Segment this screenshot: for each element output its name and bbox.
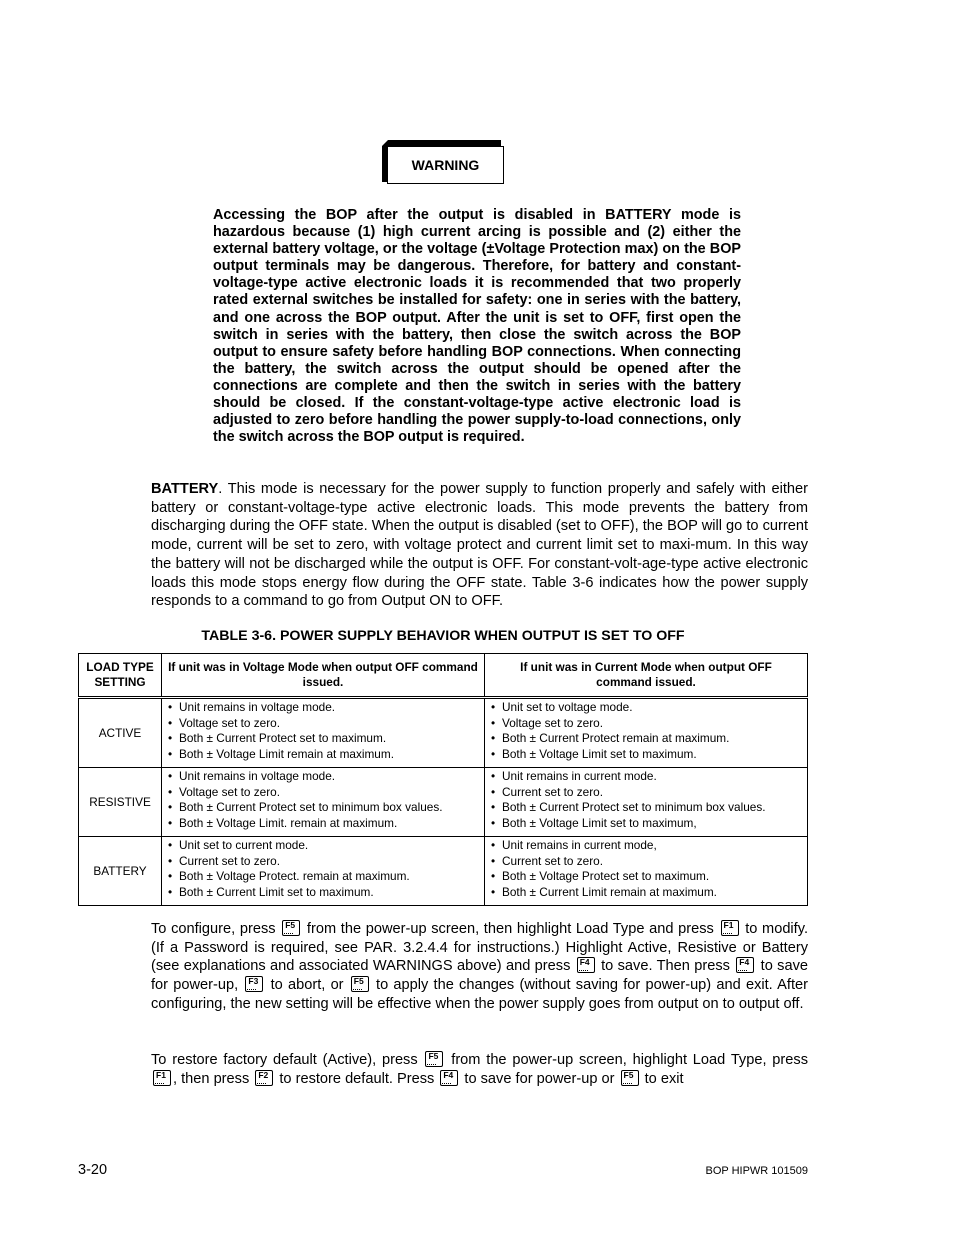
f5-key-icon bbox=[351, 976, 369, 992]
configure-text: to save for power-up, bbox=[151, 958, 809, 994]
list-item: • Voltage set to zero. bbox=[168, 716, 478, 732]
voltage-mode-cell bbox=[162, 698, 485, 768]
header-current-mode: If unit was in Current Mode when output OFF command issued. bbox=[485, 654, 808, 698]
list-item: • Current set to zero. bbox=[491, 854, 801, 870]
current-mode-cell bbox=[485, 698, 808, 768]
configure-text: to abort, or bbox=[265, 977, 349, 994]
restore-text: to save for power-up or bbox=[460, 1070, 619, 1087]
restore-text: To restore factory default (Active), press bbox=[151, 1052, 424, 1068]
list-item: • Both ± Voltage Protect set to maximum. bbox=[491, 869, 801, 885]
voltage-mode-cell bbox=[162, 837, 485, 906]
key-label: F3 bbox=[248, 976, 259, 987]
f4-key-icon bbox=[577, 957, 595, 973]
configure-paragraph bbox=[151, 920, 808, 1014]
battery-paragraph bbox=[151, 480, 808, 611]
list-item: • Both ± Current Protect set to maximum. bbox=[168, 731, 478, 747]
restore-paragraph bbox=[151, 1051, 808, 1088]
restore-text: to exit bbox=[640, 1070, 684, 1087]
table-header-row bbox=[79, 654, 808, 698]
key-label: F2 bbox=[258, 1069, 269, 1080]
list-item: • Both ± Current Limit set to maximum. bbox=[168, 885, 478, 901]
list-item: • Both ± Voltage Limit set to maximum, bbox=[491, 816, 801, 832]
key-label: F1 bbox=[156, 1069, 166, 1080]
configure-text: to apply the changes (without saving for power-up) and exit. After configuring, the new setting will be effective when the power supply goes from output on to output off. bbox=[151, 977, 808, 1012]
behavior-table bbox=[78, 653, 808, 906]
list-item: • Both ± Current Protect set to minimum box values. bbox=[168, 800, 478, 816]
list-item: • Both ± Current Limit remain at maximum. bbox=[491, 885, 801, 901]
restore-text: to restore default. Press bbox=[275, 1070, 439, 1087]
key-label: F4 bbox=[579, 957, 590, 968]
list-item: • Unit remains in current mode. bbox=[491, 769, 801, 785]
document-id: BOP HIPWR 101509 bbox=[705, 1165, 808, 1177]
list-item: • Both ± Voltage Limit remain at maximum. bbox=[168, 747, 478, 763]
configure-text: from the power-up screen, then highlight Load Type and press bbox=[302, 921, 719, 937]
voltage-mode-cell bbox=[162, 768, 485, 837]
page-number: 3-20 bbox=[78, 1162, 108, 1178]
table-row bbox=[79, 698, 808, 768]
warning-text: Accessing the BOP after the output is disabled in BATTERY mode is hazardous because (1) high current arcing is possible and (2) either the external battery voltage, or the voltage (±Voltage Protection max) on the BOP output terminals may be dangerous. Therefore, for battery and constant-voltage-type active electronic loads it is recommended that two properly rated external switches be installed for safety: one in series with the battery, and one across the BOP output. After the unit is set to OFF, first open the switch in series with the battery, then close the switch across the BOP output to ensure safety before handling BOP connections. When connecting the battery, the switch across the output should be opened after the connections are complete and then the switch in series with the battery should be closed. If the constant-voltage-type active electronic load is adjusted to zero before handling the power supply-to-load connections, only the switch across the BOP output is required. bbox=[213, 207, 741, 446]
configure-text: to save. Then press bbox=[596, 958, 735, 975]
f2-key-icon bbox=[255, 1070, 273, 1086]
setting-active: ACTIVE bbox=[79, 698, 162, 768]
f3-key-icon bbox=[245, 976, 263, 992]
table-row bbox=[79, 768, 808, 837]
configure-text: to modify. (If a Password is required, see PAR. 3.2.4.4 for instructions.) Highlight Active, Resistive or Battery (see explanations and associated WARNINGS above) and press bbox=[151, 921, 808, 975]
f5-key-icon bbox=[282, 920, 300, 936]
list-item: • Both ± Voltage Limit set to maximum. bbox=[491, 747, 801, 763]
current-mode-cell bbox=[485, 768, 808, 837]
warning-callout bbox=[382, 140, 506, 186]
key-label: F5 bbox=[428, 1051, 439, 1061]
list-item: • Unit remains in current mode, bbox=[491, 838, 801, 854]
key-label: F5 bbox=[285, 920, 296, 930]
list-item: • Unit remains in voltage mode. bbox=[168, 700, 478, 716]
list-item: • Both ± Voltage Limit. remain at maximum. bbox=[168, 816, 478, 832]
battery-description: . This mode is necessary for the power supply to function properly and safely with either battery or constant-voltage-type active electronic loads. This mode prevents the battery from discharging during the OFF state. When the output is disabled (set to OFF), the BOP will go to current mode, current will be set to zero, with voltage protect and current limit set to maxi-mum. In this way the battery will not be discharged while the output is OFF. For constant-volt-age-type active electronic loads this mode stops energy flow during the OFF state. Table 3-6 indicates how the power supply responds to a command to go from Output ON to OFF. bbox=[151, 481, 808, 610]
list-item: • Unit set to voltage mode. bbox=[491, 700, 801, 716]
key-label: F1 bbox=[723, 920, 734, 930]
restore-text: from the power-up screen, highlight Load Type, press bbox=[445, 1052, 808, 1068]
warning-label: WARNING bbox=[387, 146, 504, 184]
f4-key-icon bbox=[736, 957, 754, 973]
f1-key-icon bbox=[153, 1070, 171, 1086]
list-item: • Voltage set to zero. bbox=[168, 785, 478, 801]
key-label: F4 bbox=[739, 957, 750, 968]
table-title: TABLE 3-6. POWER SUPPLY BEHAVIOR WHEN OUTPUT IS SET TO OFF bbox=[201, 628, 685, 644]
restore-text: , then press bbox=[173, 1070, 254, 1087]
key-label: F5 bbox=[353, 976, 364, 987]
list-item: • Both ± Voltage Protect. remain at maximum. bbox=[168, 869, 478, 885]
list-item: • Both ± Current Protect remain at maximum. bbox=[491, 731, 801, 747]
list-item: • Voltage set to zero. bbox=[491, 716, 801, 732]
setting-resistive: RESISTIVE bbox=[79, 768, 162, 837]
f1-key-icon bbox=[721, 920, 739, 936]
list-item: • Both ± Current Protect set to minimum box values. bbox=[491, 800, 801, 816]
f5-key-icon bbox=[621, 1070, 639, 1086]
list-item: • Current set to zero. bbox=[491, 785, 801, 801]
f4-key-icon bbox=[440, 1070, 458, 1086]
battery-term: BATTERY bbox=[151, 481, 219, 497]
list-item: • Unit set to current mode. bbox=[168, 838, 478, 854]
setting-battery: BATTERY bbox=[79, 837, 162, 906]
table-row bbox=[79, 837, 808, 906]
current-mode-cell bbox=[485, 837, 808, 906]
header-load-type: LOAD TYPE SETTING bbox=[79, 654, 162, 698]
header-voltage-mode: If unit was in Voltage Mode when output OFF command issued. bbox=[162, 654, 485, 698]
list-item: • Unit remains in voltage mode. bbox=[168, 769, 478, 785]
key-label: F5 bbox=[623, 1069, 634, 1080]
key-label: F4 bbox=[443, 1069, 454, 1080]
list-item: • Current set to zero. bbox=[168, 854, 478, 870]
configure-text: To configure, press bbox=[151, 921, 281, 937]
f5-key-icon bbox=[425, 1051, 443, 1067]
